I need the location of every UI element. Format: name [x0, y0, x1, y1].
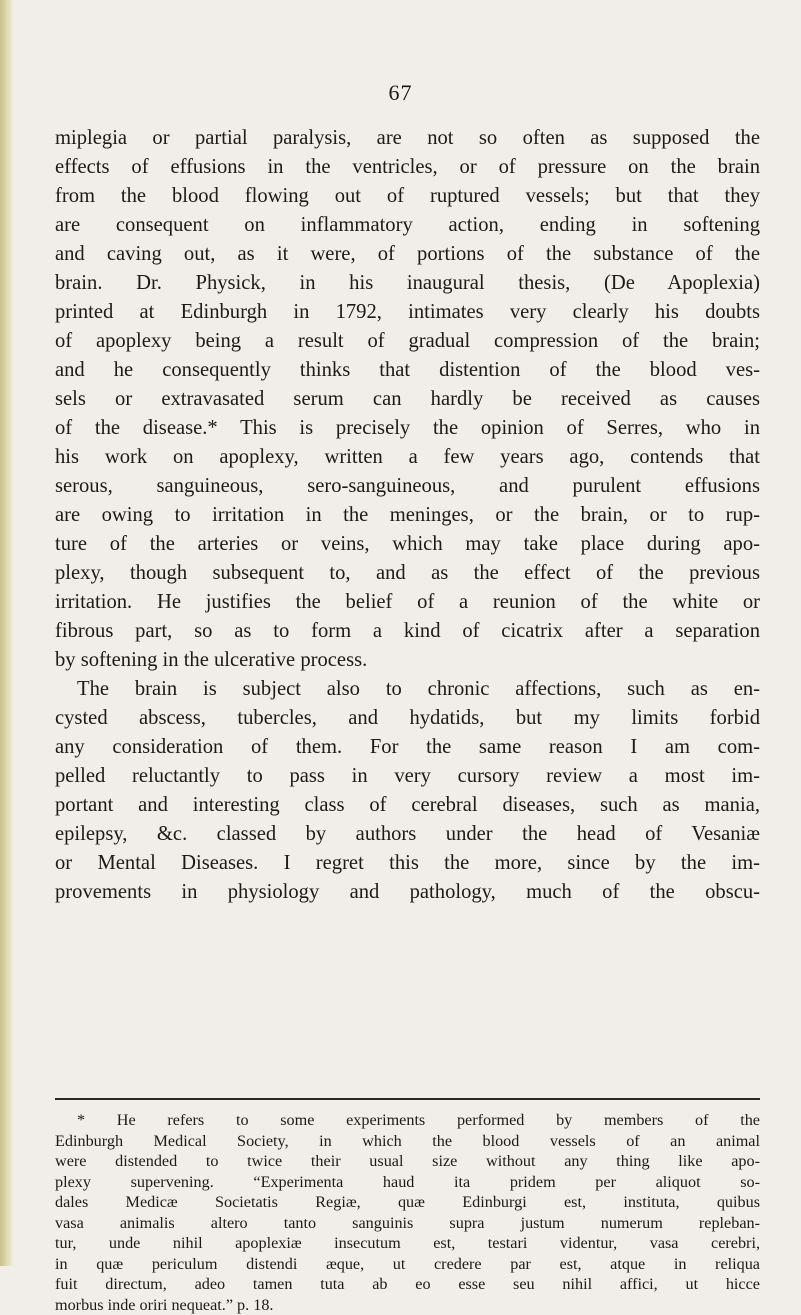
footnote-line: in quæ periculum distendi æque, ut credere par est, atque in reliqua: [55, 1254, 760, 1275]
book-spine-edge: [0, 0, 14, 1266]
body-line: ture of the arteries or veins, which may take place during apo-: [55, 530, 760, 559]
body-line: his work on apoplexy, written a few years ago, contends that: [55, 443, 760, 472]
footnote-line: dales Medicæ Societatis Regiæ, quæ Edinburgi est, instituta, quibus: [55, 1192, 760, 1213]
body-line: pelled reluctantly to pass in very cursory review a most im-: [55, 762, 760, 791]
body-line: effects of effusions in the ventricles, or of pressure on the brain: [55, 153, 760, 182]
footnote-line: Edinburgh Medical Society, in which the blood vessels of an animal: [55, 1131, 760, 1152]
footnote-line: vasa animalis altero tanto sanguinis supra justum numerum repleban-: [55, 1213, 760, 1234]
body-line: serous, sanguineous, sero-sanguineous, and purulent effusions: [55, 472, 760, 501]
body-line: miplegia or partial paralysis, are not so often as supposed the: [55, 124, 760, 153]
body-line: by softening in the ulcerative process.: [55, 646, 760, 675]
body-line: provements in physiology and pathology, much of the obscu-: [55, 878, 760, 907]
footnote-line: morbus inde oriri nequeat.” p. 18.: [55, 1295, 760, 1315]
footnote-line: tur, unde nihil apoplexiæ insecutum est, testari videntur, vasa cerebri,: [55, 1233, 760, 1254]
body-text: [55, 124, 760, 907]
body-line: epilepsy, &c. classed by authors under the head of Vesaniæ: [55, 820, 760, 849]
footnote-line: plexy supervening. “Experimenta haud ita pridem per aliquot so-: [55, 1172, 760, 1193]
body-line: printed at Edinburgh in 1792, intimates very clearly his doubts: [55, 298, 760, 327]
footnote-divider: [55, 1098, 760, 1100]
body-line: irritation. He justifies the belief of a reunion of the white or: [55, 588, 760, 617]
body-line: from the blood flowing out of ruptured vessels; but that they: [55, 182, 760, 211]
body-line: sels or extravasated serum can hardly be received as causes: [55, 385, 760, 414]
body-line: The brain is subject also to chronic affections, such as en-: [55, 675, 760, 704]
body-line: cysted abscess, tubercles, and hydatids, but my limits forbid: [55, 704, 760, 733]
body-line: and caving out, as it were, of portions of the substance of the: [55, 240, 760, 269]
body-line: of the disease.* This is precisely the opinion of Serres, who in: [55, 414, 760, 443]
body-line: any consideration of them. For the same reason I am com-: [55, 733, 760, 762]
footnote-line: * He refers to some experiments performed by members of the: [55, 1110, 760, 1131]
body-line: are owing to irritation in the meninges, or the brain, or to rup-: [55, 501, 760, 530]
footnote-line: fuit directum, adeo tamen tuta ab eo esse seu nihil affici, ut hicce: [55, 1274, 760, 1295]
body-line: portant and interesting class of cerebral diseases, such as mania,: [55, 791, 760, 820]
body-line: are consequent on inflammatory action, ending in softening: [55, 211, 760, 240]
body-line: and he consequently thinks that distention of the blood ves-: [55, 356, 760, 385]
body-line: or Mental Diseases. I regret this the more, since by the im-: [55, 849, 760, 878]
footnote: [55, 1110, 760, 1315]
body-line: brain. Dr. Physick, in his inaugural thesis, (De Apoplexia): [55, 269, 760, 298]
body-line: of apoplexy being a result of gradual compression of the brain;: [55, 327, 760, 356]
page-number: 67: [0, 80, 801, 106]
body-line: plexy, though subsequent to, and as the effect of the previous: [55, 559, 760, 588]
footnote-line: were distended to twice their usual size without any thing like apo-: [55, 1151, 760, 1172]
body-line: fibrous part, so as to form a kind of cicatrix after a separation: [55, 617, 760, 646]
